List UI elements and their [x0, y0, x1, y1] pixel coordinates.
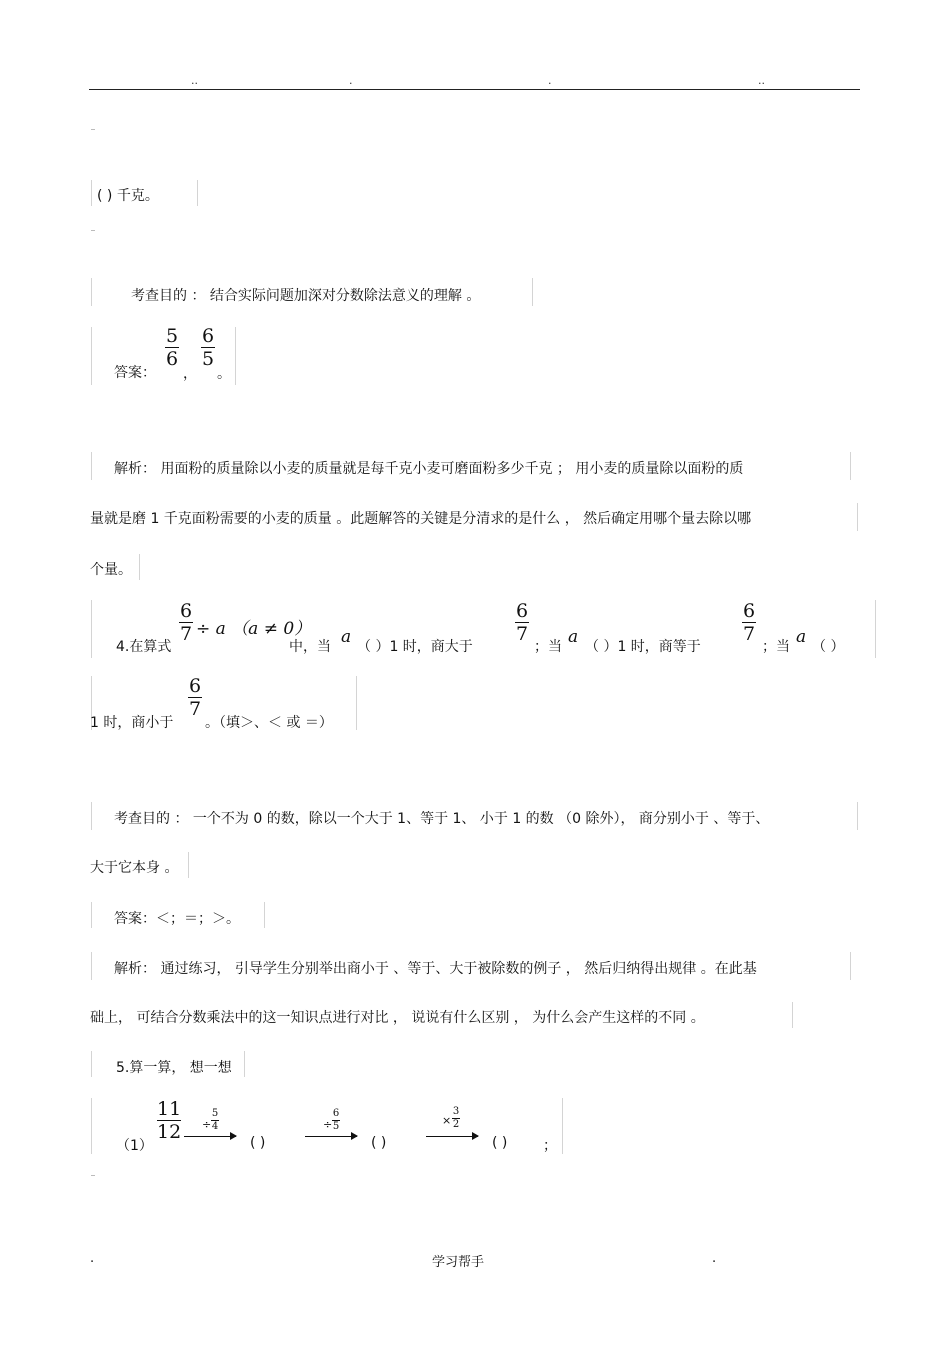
- fraction-denominator: 12: [157, 1121, 182, 1143]
- answer-fraction-1: [165, 326, 179, 369]
- header-dot: ..: [758, 74, 765, 87]
- q4-line-2-end: 。（填＞、＜ 或 ＝）: [205, 715, 333, 731]
- frame-line: [91, 327, 92, 385]
- fraction-numerator: 6: [179, 600, 193, 622]
- frame-line: [562, 1098, 563, 1154]
- expression-rest: ÷ a （a ≠ 0）: [196, 619, 312, 639]
- operator-sign: ×: [442, 1114, 452, 1127]
- fraction-denominator: 7: [188, 698, 202, 720]
- q3-analysis-line-2: 量就是磨 1 千克面粉需要的小麦的质量 。此题解答的关键是分清求的是什么 ， 然后确定用哪个量去除以哪: [90, 511, 752, 527]
- fraction-numerator: 6: [332, 1108, 340, 1119]
- start-fraction: [157, 1099, 181, 1142]
- q3-purpose: 考查目的 ： 结合实际问题加深对分数除法意义的理解 。: [131, 288, 481, 304]
- fraction-numerator: 6: [201, 325, 215, 347]
- frame-line: [244, 1051, 245, 1077]
- frame-line: [875, 600, 876, 658]
- variable-a: a: [568, 627, 579, 647]
- q3-answer-label: 答案：: [114, 365, 156, 381]
- operator-fraction: [452, 1107, 460, 1130]
- fraction-denominator: 5: [201, 348, 215, 370]
- operator-fraction: [332, 1109, 340, 1132]
- operator-sign: ÷: [323, 1118, 333, 1131]
- header-dot: ..: [191, 74, 198, 87]
- fraction-denominator: 2: [452, 1119, 460, 1130]
- frame-line: [91, 452, 92, 480]
- fraction-numerator: 5: [211, 1108, 219, 1119]
- fraction-denominator: 5: [332, 1121, 340, 1132]
- footer-right: .: [712, 1251, 717, 1266]
- frame-line: [792, 1002, 793, 1028]
- frame-line: [356, 676, 357, 730]
- answer-blank: ( ): [492, 1135, 508, 1151]
- fraction-numerator: 5: [165, 325, 179, 347]
- q4-purpose-line-2: 大于它本身 。: [90, 860, 179, 876]
- frame-line: [264, 902, 265, 928]
- answer-blank: ( ): [250, 1135, 266, 1151]
- frame-line: [235, 327, 236, 385]
- q4-text: 中，当: [289, 639, 331, 655]
- fraction-denominator: 7: [742, 623, 756, 645]
- answer-blank: ( ): [371, 1135, 387, 1151]
- footer-title: 学习帮手: [432, 1255, 485, 1270]
- fraction-denominator: 4: [211, 1121, 219, 1132]
- fraction-numerator: 11: [157, 1098, 182, 1120]
- period: 。: [217, 366, 231, 382]
- scan-mark: [91, 230, 95, 231]
- operator-sign: ÷: [202, 1118, 212, 1131]
- fraction-denominator: 6: [165, 348, 179, 370]
- frame-line: [91, 1051, 92, 1077]
- frame-line: [850, 952, 851, 980]
- variable-a: a: [796, 627, 807, 647]
- frame-line: [850, 452, 851, 480]
- fraction-numerator: 6: [188, 675, 202, 697]
- q4-blank-2: （ ）1 时，商等于: [585, 639, 701, 655]
- q4-analysis-line-2: 础上， 可结合分数乘法中的这一知识点进行对比 ， 说说有什么区别 ， 为什么会产生这样的不同 。: [90, 1010, 705, 1026]
- fraction-numerator: 6: [515, 600, 529, 622]
- frame-line: [91, 278, 92, 306]
- frame-line: [197, 180, 198, 206]
- fraction-numerator: 6: [742, 600, 756, 622]
- frame-line: [91, 180, 92, 206]
- scan-mark: [91, 1175, 95, 1176]
- operator-fraction: [211, 1109, 219, 1132]
- frame-line: [91, 902, 92, 928]
- q4-blank-1: （ ）1 时，商大于: [357, 639, 473, 655]
- q3-analysis-line-1: 解析： 用面粉的质量除以小麦的质量就是每千克小麦可磨面粉多少千克 ； 用小麦的质量除以面粉的质: [114, 461, 744, 477]
- header-dot: .: [349, 74, 353, 87]
- header-dot: .: [548, 74, 552, 87]
- semicolon: ；: [543, 1138, 557, 1154]
- q4-text: ；当: [534, 639, 562, 655]
- scan-mark: [91, 129, 95, 130]
- frame-line: [91, 802, 92, 830]
- frame-line: [91, 1098, 92, 1154]
- fraction-six-sevenths: [742, 601, 756, 644]
- q3-analysis-line-3: 个量。: [90, 562, 132, 578]
- comma: ，: [183, 366, 197, 382]
- frame-line: [91, 952, 92, 980]
- frame-line: [188, 852, 189, 878]
- right-arrow-icon: [184, 1136, 236, 1137]
- footer-left: .: [90, 1251, 95, 1266]
- q5-title: 5.算一算， 想一想: [116, 1060, 232, 1076]
- q4-blank-3: （ ）: [812, 639, 845, 655]
- frame-line: [532, 278, 533, 306]
- frame-line: [857, 802, 858, 830]
- fraction-numerator: 3: [452, 1106, 460, 1117]
- q5-item-label: （1）: [116, 1138, 153, 1154]
- frame-line: [139, 554, 140, 580]
- frame-line: [91, 600, 92, 658]
- q4-purpose-line-1: 考查目的 ： 一个不为 0 的数，除以一个大于 1、等于 1、 小于 1 的数 （0 除外）， 商分别小于 、等于、: [114, 811, 770, 827]
- q3-tail: ( ) 千克。: [97, 188, 159, 204]
- fraction-denominator: 7: [515, 623, 529, 645]
- expression-fraction: [179, 601, 193, 644]
- q4-line-2: 1 时，商小于: [90, 715, 174, 731]
- q4-answer: 答案：＜；＝；＞。: [114, 911, 240, 927]
- fraction-denominator: 7: [179, 623, 193, 645]
- variable-a: a: [341, 627, 352, 647]
- frame-line: [857, 503, 858, 531]
- q4-text: ；当: [762, 639, 790, 655]
- q4-intro: 4.在算式: [116, 639, 172, 655]
- fraction-six-sevenths: [515, 601, 529, 644]
- right-arrow-icon: [426, 1136, 478, 1137]
- fraction-six-sevenths: [188, 676, 202, 719]
- answer-fraction-2: [201, 326, 215, 369]
- right-arrow-icon: [305, 1136, 357, 1137]
- q4-analysis-line-1: 解析： 通过练习， 引导学生分别举出商小于 、等于、大于被除数的例子 ， 然后归纳得出规律 。在此基: [114, 961, 757, 977]
- header-rule: [89, 89, 860, 90]
